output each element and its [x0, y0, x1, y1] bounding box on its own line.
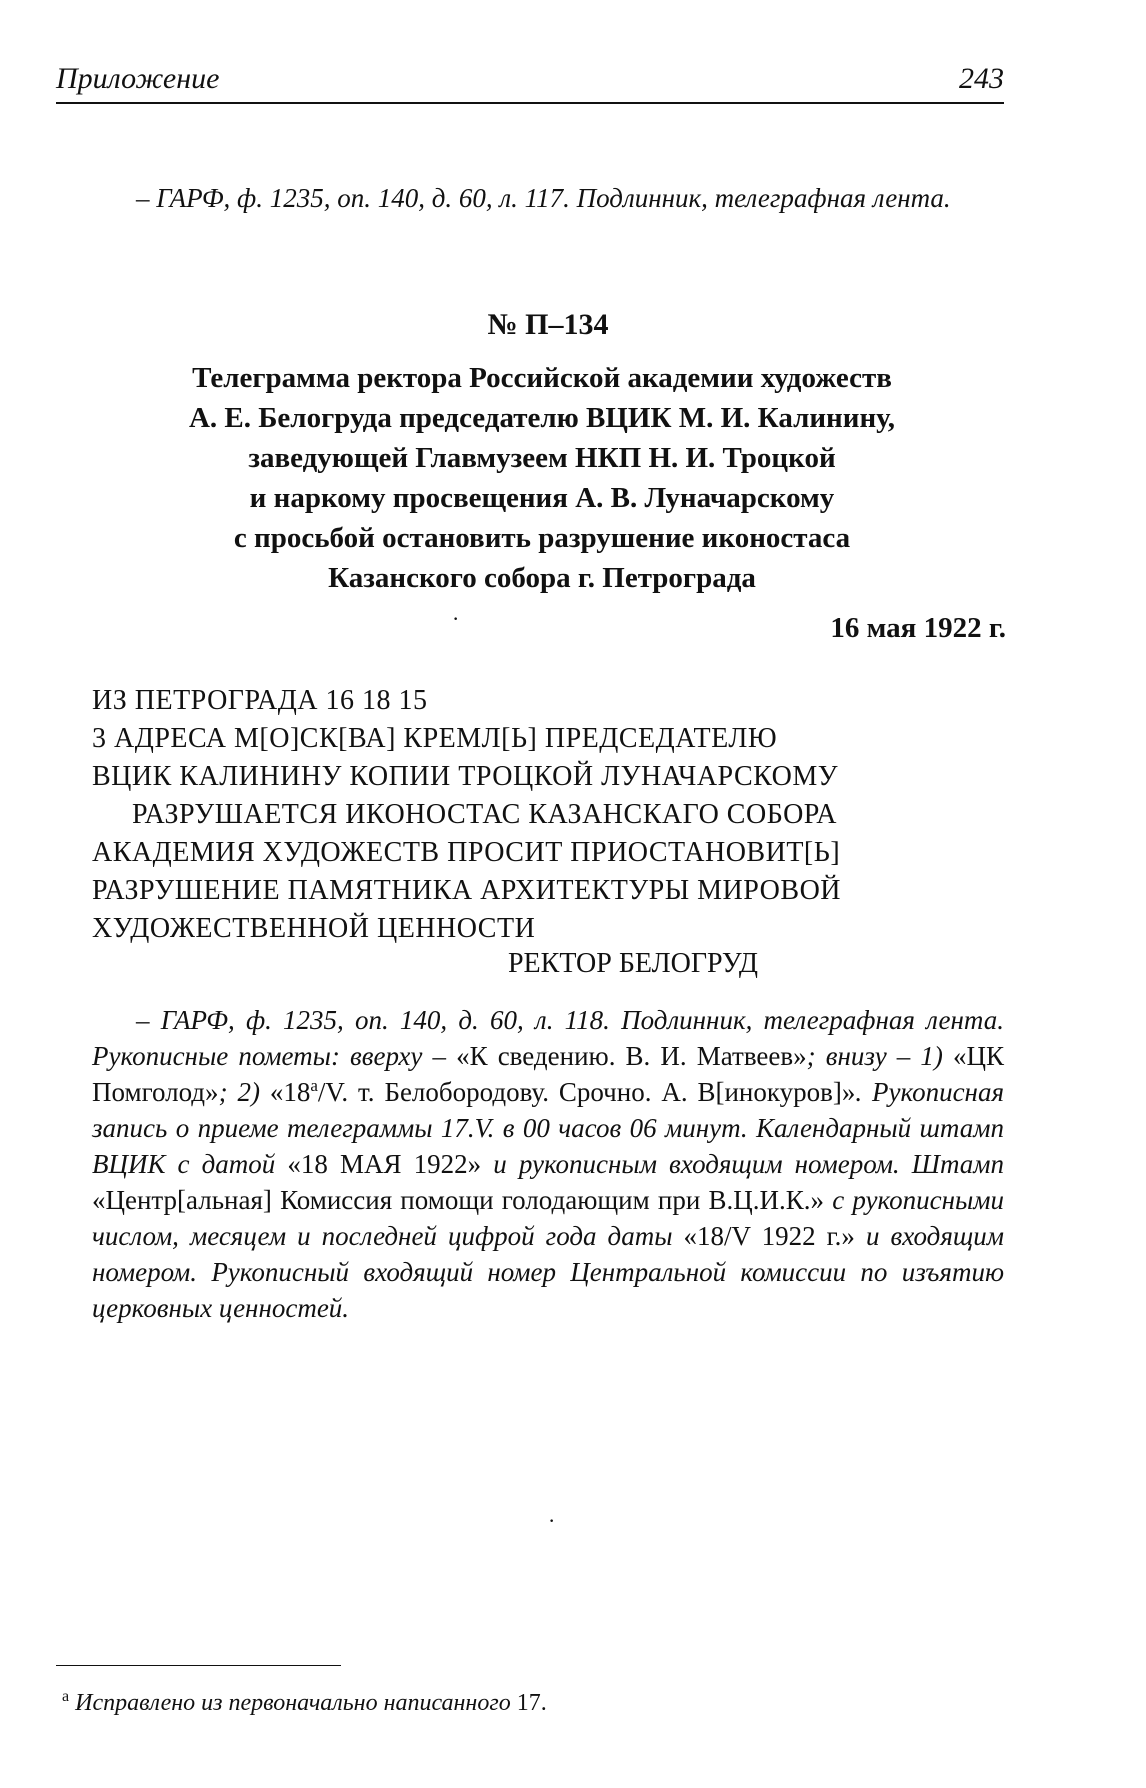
title-line: заведующей Главмузеем НКП Н. И. Троцкой: [248, 442, 836, 474]
section-title: Приложение: [56, 62, 220, 95]
footnote-mark: а: [62, 1688, 70, 1705]
archival-note: [92, 1002, 1004, 1326]
footnote-text: Исправлено из первоначально написанного: [75, 1690, 517, 1716]
title-line: А. Е. Белогруда председателю ВЦИК М. И. Калинину,: [188, 402, 896, 434]
note-date: 17.V.: [440, 1113, 495, 1143]
telegram-line: ИЗ ПЕТРОГРАДА 16 18 15: [92, 685, 428, 716]
telegram-line: ХУДОЖЕСТВЕННОЙ ЦЕННОСТИ: [92, 913, 536, 944]
telegram-line: 3 АДРЕСА М[О]СК[ВА] КРЕМЛ[Ь] ПРЕДСЕДАТЕЛЮ: [92, 723, 778, 754]
title-line: с просьбой остановить разрушение иконостаса: [233, 522, 851, 554]
document-date: 16 мая 1922 г.: [830, 612, 1006, 644]
note-quote: «Центр[альная] Комиссия помощи голодающим при В.Ц.И.К.»: [92, 1185, 825, 1215]
note-text: ; 2): [218, 1077, 270, 1107]
telegram-line: АКАДЕМИЯ ХУДОЖЕСТВ ПРОСИТ ПРИОСТАНОВИТ[Ь]: [92, 837, 841, 868]
stray-dot: ·: [548, 1508, 556, 1533]
note-quote: «18: [269, 1077, 311, 1107]
footnote-rule: [56, 1665, 341, 1666]
note-quote: «18 МАЯ 1922»: [287, 1149, 482, 1179]
previous-source-note: – ГАРФ, ф. 1235, оп. 140, д. 60, л. 117. Подлинник, телеграфная лента.: [136, 183, 951, 213]
note-quote: «ЦК Помголод»: [92, 1041, 1004, 1107]
document-title: [72, 358, 1012, 598]
note-text: и рукописным входящим номером. Штамп: [481, 1149, 1005, 1179]
note-quote: «18/V 1922 г.»: [683, 1221, 855, 1251]
telegram-line: РАЗРУШЕНИЕ ПАМЯТНИКА АРХИТЕКТУРЫ МИРОВОЙ: [92, 875, 842, 906]
note-quote: /V. т. Белобородову. Срочно. А. В[инокуров]»: [317, 1077, 856, 1107]
title-line: и наркому просвещения А. В. Луначарскому: [249, 482, 835, 514]
telegram-line: ВЦИК КАЛИНИНУ КОПИИ ТРОЦКОЙ ЛУНАЧАРСКОМУ: [92, 761, 839, 792]
note-text: – ГАРФ, ф. 1235, оп. 140, д. 60, л. 118. Подлинник, телеграфная лента. Рукописные пометы: вверху –: [92, 1005, 1004, 1071]
telegram-line: РАЗРУШАЕТСЯ ИКОНОСТАС КАЗАНСКАГО СОБОРА: [132, 799, 838, 830]
running-head: [56, 62, 1004, 104]
page-number: 243: [959, 62, 1004, 95]
footnote-value: 17.: [516, 1690, 547, 1716]
note-quote: «К сведению. В. И. Матвеев»: [456, 1041, 807, 1071]
note-text: в 00 часов 06 минут. Календарный штамп ВЦИК с датой: [92, 1113, 1004, 1179]
title-line: Казанского собора г. Петрограда: [328, 562, 756, 594]
stray-dot: ·: [452, 606, 460, 631]
footnote: [62, 1690, 547, 1717]
note-text: с рукописными числом, месяцем и последней цифрой года даты: [92, 1185, 1005, 1251]
telegram-text: [92, 682, 1004, 948]
note-text: и входящим номером. Рукописный входящий номер Центральной комиссии по изъятию церковных ценностей.: [92, 1221, 1004, 1323]
note-text: . Рукописная запись о приеме телеграммы: [92, 1077, 1005, 1143]
title-line: Телеграмма ректора Российской академии художеств: [192, 362, 892, 394]
telegram-signature: РЕКТОР БЕЛОГРУД: [507, 948, 759, 979]
note-text: ; внизу – 1): [806, 1041, 953, 1071]
footnote-marker: а: [310, 1076, 318, 1095]
document-number: № П–134: [487, 308, 609, 341]
